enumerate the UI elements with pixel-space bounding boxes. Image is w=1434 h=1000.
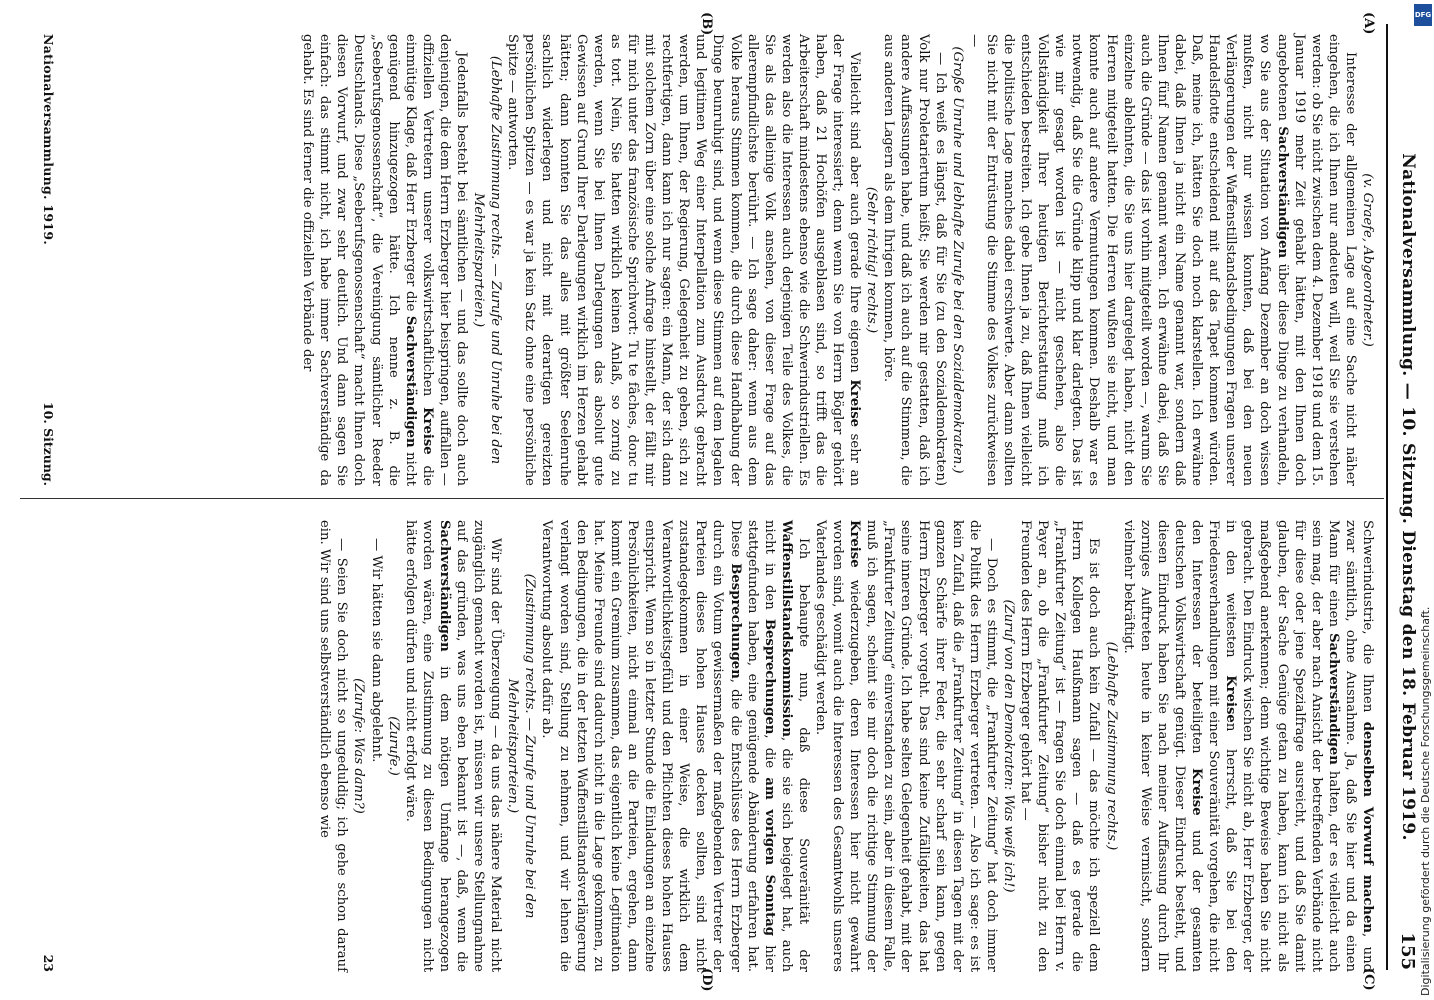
paragraph: Ich behaupte nun, daß diese Souveränität der Waffenstillstandskommission, die sie sich beigelegt hat, auch nicht in den Besprechungen, die am vorigen Sonntag hier stattgefunden haben, eine genügende Abänderung erfahren hat. Diese Besprechungen, die die Entschlüsse des Herrn Erzberger durch ein Votum gewissermaßen der maßgebenden Vertreter der Parteien dieses hohen Hauses decken sollten, sind nicht zustandegekommen in einer Weise, die wirklich dem Verantwortlichkeitsgefühl und den Pflichten dieses hohen Hauses entspricht. Wenn so in letzter Stunde die Einladungen an einzelne Persönlichkeiten, nicht einmal an die Parteien, ergehen, dann kommt ein Gremium zusammen, das eigentlich keine Legitimation hat. Meine Freunde sind dadurch nicht in die Lage gekommen, zu den Bedingungen, die in der letzten Waffenstillstandsverlängerung verlangt worden sind, Stellung zu nehmen, und wir lehnen die Verantwortung absolut dafür ab. bbox=[539, 520, 811, 973]
digitization-credit bbox=[1412, 6, 1432, 996]
interjection: (Lebhafte Zustimmung rechts. — Zurufe und Unruhe bei den Mehrheitsparteien.) bbox=[471, 55, 504, 465]
interjection: (Große Unruhe und lebhafte Zurufe bei den Sozialdemokraten.) bbox=[949, 46, 965, 474]
interjection: (Zurufe: Was dann?) bbox=[351, 678, 367, 814]
running-title: Nationalversammlung. — 10. Sitzung. Dienstag den 18. Februar 1919. bbox=[1398, 153, 1418, 841]
paragraph: — Ich weiß es längst, daß für Sie (zu den Sozialdemokraten) Volk nur Proletariertum heißt; Sie werden mir gestatten, daß ich andere Auffassungen habe, und daß ich auch auf die Stimmen, die aus anderen Lagern als dem Ihrigen kommen, höre. bbox=[881, 34, 948, 486]
footer-title: Nationalversammlung. 1919. bbox=[41, 34, 56, 246]
footer-left bbox=[41, 34, 56, 486]
paragraph: Es ist doch auch kein Zufall — das möchte ich speziell dem Herrn Kollegen Haußmann sagen — daß es gerade die „Frankfurter Zeitung“ ist — fragen Sie doch einmal bei Herrn v. Payer an, ob die „Frankfurter Zeitung“ bisher nicht zu den Freunden des Herrn Erzberger gehört hat — bbox=[1018, 520, 1102, 972]
margin-marker-b: (B) bbox=[699, 12, 714, 36]
signature-mark: 23 bbox=[41, 954, 56, 972]
speaker-label: (v. Graefe, Abgeordneter.) bbox=[1360, 173, 1375, 347]
interjection: (Zurufe.) bbox=[385, 716, 401, 776]
header-rule bbox=[1386, 24, 1388, 970]
interjection: (Lebhafte Zustimmung rechts.) bbox=[1103, 641, 1119, 851]
margin-marker-d: (D) bbox=[699, 968, 714, 992]
page-number: 155 bbox=[1397, 932, 1418, 970]
left-column bbox=[299, 34, 1376, 486]
interjection: (Sehr richtig! rechts.) bbox=[864, 186, 880, 334]
paragraph: Vielleicht sind aber auch gerade Ihre eigenen Kreise sehr an der Frage interessiert; denn wenn Sie von Herrn Bögler gehört haben, daß 21 Hochöfen ausgeblasen sind, so trifft das die Arbeiterschaft mindestens ebenso wie die Schwerindustriellen. Es werden also die Interessen auch derjenigen Teile des Volkes, die Sie als das alleinige Volk ansehen, von dieser Frage auf das allerempfindlichste berührt. — Ich sage daher: wenn aus dem Volke heraus Stimmen kommen, die durch diese Handhabung der Dinge beunruhigt sind, und wenn diese Stimmen auf dem legalen und legitimen Weg einer Interpellation zum Ausdruck gebracht werden, um Ihnen, der Regierung, Gelegenheit zu geben, sich zu rechtfertigen, dann kann ich nur sagen: ein Mann, der sich dann mit solchem Zorn über eine solche Anfrage hinstellt, der fällt mir für mich unter das französische Sprichwort: Tu te fâches, donc tu as tort. Nein, Sie hatten wirklich keinen Anlaß, so zornig zu werden, wenn Sie bei Ihnen Darlegungen das absolut gute Gewissen auf Grund Ihrer Darlegungen wirklich im Herzen gehabt hätten; dann konnten Sie das alles mit größter Seelenruhe sachlich widerlegen und nicht mit derartigen gereizten persönlichen Spitzen — es war ja kein Satz ohne eine persönliche Spitze — antworten. bbox=[505, 34, 863, 487]
interjection: (Zuruf von den Demokraten: Was weiß ich!) bbox=[1001, 599, 1017, 893]
margin-marker-c: (C) bbox=[1361, 968, 1376, 991]
footer-session: 10. Sitzung. bbox=[41, 401, 56, 486]
paragraph: Interesse der allgemeinen Lage auf eine Sache nicht näher eingehen, die ich Ihnen nur andeuten will, weil Sie sie verstehen werden: ob Sie nicht zwischen dem 4. Dezember 1918 und dem 15. Januar 1919 mehr Zeit gehabt hätten, mit den Ihnen doch angebotenen Sachverständigen über diese Dinge zu verhandeln, wo Sie aus der Situation von Anfang Dezember an doch wissen mußten, nicht nur wissen konnten, daß bei den neuen Verlängerungen der Waffenstillstandsbedingungen Fragen unserer Handelsflotte entscheidend mit auf das Tapet kommen würden. Daß, meine ich, hätten Sie doch noch klarstellen. Ich erwähne dabei, daß Ihnen ja nicht ein Name genannt war, sondern daß Ihnen fünf Namen genannt waren. Ich erwähne dabei, daß Sie auch die Gründe — das ist vorhin mitgeteilt worden —, warum Sie einzelne ablehnten, die Sie uns hier dargelegt haben, nicht den Herren mitgeteilt hatten. Die Herren wußten sie nicht, und man konnte auch auf andere Vermutungen kommen. Deshalb war es notwendig, daß Sie die Gründe klipp und klar darlegten. Das ist wie mir gesagt worden ist — nicht geschehen, also die Vollständigkeit Ihrer heutigen Berichterstattung muß ich entschieden bestreiten. Ich gebe Ihnen ja zu, daß Ihnen vielleicht die politische Lage manches dabei erschwerte. Aber dann sollten Sie nicht mit der Entrüstung die Stimme des Volkes zurückweisen — bbox=[966, 34, 1358, 486]
paragraph: Jedenfalls besteht bei sämtlichen — und das sollte doch auch denjenigen, die dem Herrn Erzberger hier beispringen, auffallen — offiziellen Vertretern unserer volkswirtschaftlichen Kreise die einmütige Klage, daß Herr Erzberger die Sachverständigen nicht genügend hinzugezogen hätte. Ich nenne z. B. die „Seeberufsgenossenschaft“, die Vereinigung sämtlicher Reeder Deutschlands. Diese „Seeberufsgenossenschaft“ macht Ihnen doch diesen Vorwurf, und zwar sehr deutlich. Und dann sagen Sie einfach: das stimmt nicht, ich habe immer Sachverständige da gehabt. Es sind ferner die offiziellen Verbände der bbox=[300, 34, 470, 486]
interjection: (Zustimmung rechts. — Zurufe und Unruhe bei den Mehrheitsparteien.) bbox=[505, 573, 538, 919]
paragraph: — Doch es stimmt, die „Frankfurter Zeitung“ hat doch immer die Politik des Herrn Erzberger vertreten. — Also ich sage: es ist kein Zufall, daß die „Frankfurter Zeitung“ in diesen Tagen mit der ganzen Schärfe ihrer Feder, die sehr scharf sein kann, gegen Herrn Erzberger vorgeht. Das sind keine Zufälligkeiten, das hat seine inneren Gründe. Ich habe selten Gelegenheit gehabt, mit der „Frankfurter Zeitung“ einverstanden zu sein, aber in diesem Falle, muß ich sagen, scheint sie mir doch die richtige Stimmung der Kreise wiederzugeben, deren Interessen hier nicht gewahrt worden sind, womit auch die Interessen des Gesamtwohls unseres Vaterlandes geschädigt werden. bbox=[813, 520, 999, 972]
paragraph: — Seien Sie doch nicht so ungeduldig; ich gehe schon darauf ein. Wir sind uns selbstverständlich ebenso wie bbox=[317, 520, 350, 972]
right-column bbox=[316, 520, 1376, 972]
paragraph: Wir sind der Überzeugung — da uns das nähere Material nicht zugänglich gemacht worden ist, müssen wir unsere Stellungnahme auf das gründen, was uns eben bekannt ist —, daß, wenn die Sachverständigen in dem nötigen Umfange herangezogen worden wären, eine Zustimmung zu diesen Bedingungen nicht hätte erfolgen dürfen und nicht erfolgt wäre. bbox=[402, 520, 504, 972]
dfg-logo: DFG bbox=[1414, 4, 1432, 26]
paragraph: Schwerindustrie, die Ihnen denselben Vorwurf machen, und zwar sämtlich, ohne Ausnahme. Ja, daß Sie hier und da einen Mann für einen Sachverständigen halten, der es vielleicht auch sein mag, der aber nach Ansicht der betreffenden Verbände nicht für diese oder jene Spezialfrage ausreicht, und daß Sie damit glauben, der Sache Genüge getan zu haben, kann ich nicht als maßgebend anerkennen; denn wichtige Beweise haben Sie nicht gebracht. Den Eindruck wischen Sie nicht ab, Herr Erzberger, der in den weitesten Kreisen herrscht, daß Sie bei den Friedensverhandlungen mit einer Souveränität vorgehen, die nicht den Interessen der beteiligten Kreise und der gesamten deutschen Volkswirtschaft genügt. Dieser Eindruck besteht, und diesen Eindruck haben Sie nach meiner Auffassung durch Ihr zorniges Auftreten heute in keiner Weise vermischt, sondern vielmehr bekräftigt. bbox=[1120, 520, 1375, 973]
margin-marker-a: (A) bbox=[1361, 12, 1376, 35]
column-divider bbox=[20, 498, 1384, 499]
credit-text: Digitalisierung gefördert durch die Deutsche Forschungsgemeinschaft. bbox=[1419, 606, 1432, 996]
paragraph: — Wir hätten sie dann abgelehnt. bbox=[368, 538, 384, 763]
